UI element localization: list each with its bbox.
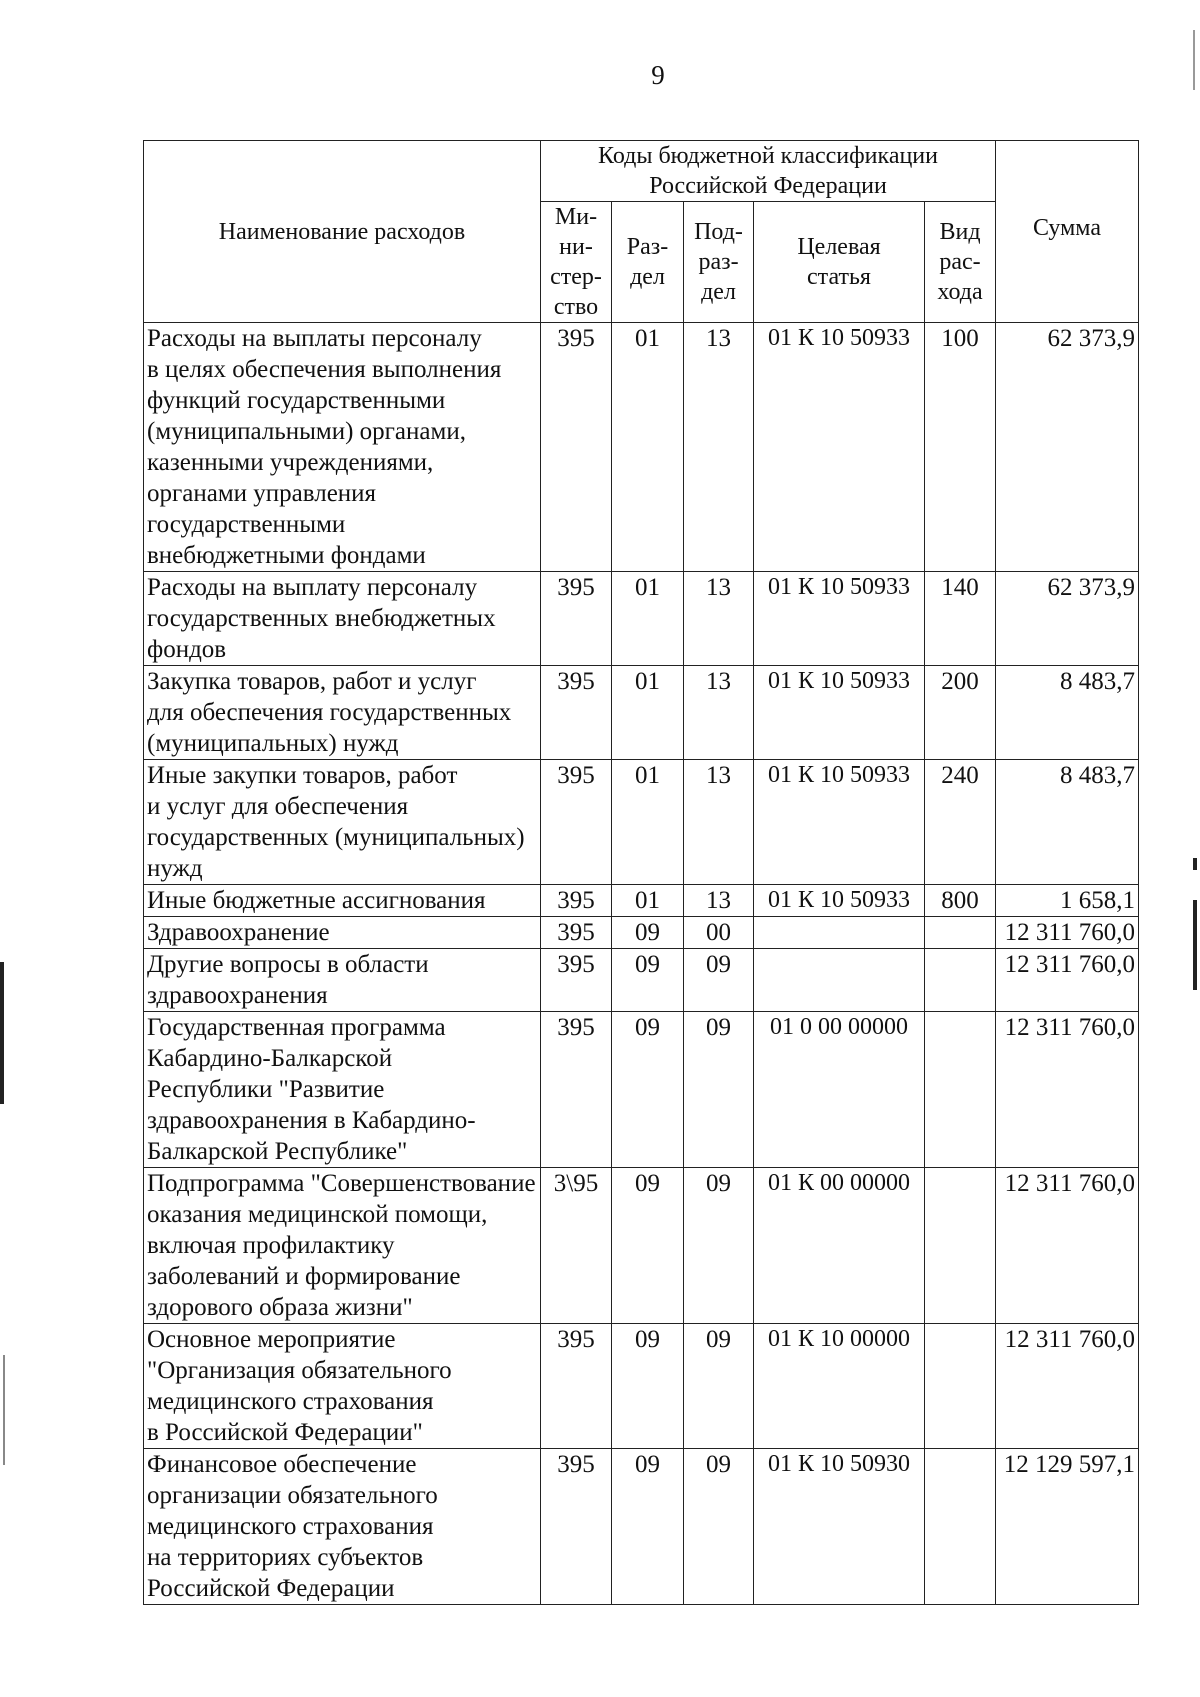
cell-sum: 12 311 760,0 xyxy=(996,1168,1139,1324)
cell-expense-type: 100 xyxy=(925,323,996,572)
header-section: Раз- дел xyxy=(612,202,684,323)
scan-edge-mark xyxy=(0,962,4,1104)
cell-name: Иные бюджетные ассигнования xyxy=(144,885,541,917)
cell-subsection: 09 xyxy=(684,949,754,1012)
cell-expense-type: 800 xyxy=(925,885,996,917)
cell-target: 01 К 00 00000 xyxy=(754,1168,925,1324)
scan-edge-mark xyxy=(1193,30,1195,90)
cell-expense-type xyxy=(925,1012,996,1168)
cell-name: Расходы на выплату персоналу государственных внебюджетных фондов xyxy=(144,572,541,666)
cell-name: Другие вопросы в области здравоохранения xyxy=(144,949,541,1012)
scan-edge-mark xyxy=(1193,900,1197,990)
cell-sum: 8 483,7 xyxy=(996,666,1139,760)
header-expense-type: Вид рас- хода xyxy=(925,202,996,323)
header-name: Наименование расходов xyxy=(144,141,541,323)
cell-expense-type: 240 xyxy=(925,760,996,885)
budget-table xyxy=(143,140,1139,1605)
cell-ministry: 395 xyxy=(541,917,612,949)
cell-subsection: 13 xyxy=(684,572,754,666)
cell-target: 01 К 10 50933 xyxy=(754,760,925,885)
cell-section: 01 xyxy=(612,572,684,666)
table-row xyxy=(144,949,1139,1012)
cell-section: 09 xyxy=(612,917,684,949)
cell-ministry: 395 xyxy=(541,1012,612,1168)
cell-sum: 62 373,9 xyxy=(996,323,1139,572)
cell-sum: 12 129 597,1 xyxy=(996,1449,1139,1605)
cell-subsection: 09 xyxy=(684,1168,754,1324)
cell-ministry: 395 xyxy=(541,949,612,1012)
cell-section: 09 xyxy=(612,1012,684,1168)
cell-name: Иные закупки товаров, работ и услуг для обеспечения государственных (муниципальных) нужд xyxy=(144,760,541,885)
cell-section: 01 xyxy=(612,666,684,760)
cell-expense-type: 140 xyxy=(925,572,996,666)
cell-sum: 8 483,7 xyxy=(996,760,1139,885)
cell-ministry: 395 xyxy=(541,760,612,885)
cell-ministry: 395 xyxy=(541,885,612,917)
table-row xyxy=(144,1012,1139,1168)
cell-name: Государственная программа Кабардино-Балкарской Республики "Развитие здравоохранения в Кабардино- Балкарской Республике" xyxy=(144,1012,541,1168)
cell-expense-type xyxy=(925,1449,996,1605)
header-codes-group: Коды бюджетной классификации Российской Федерации xyxy=(541,141,996,202)
table-row xyxy=(144,572,1139,666)
cell-target: 01 К 10 50933 xyxy=(754,323,925,572)
table-row xyxy=(144,1324,1139,1449)
cell-section: 09 xyxy=(612,1324,684,1449)
table-row xyxy=(144,1449,1139,1605)
cell-target: 01 К 10 50933 xyxy=(754,666,925,760)
cell-subsection: 13 xyxy=(684,760,754,885)
cell-sum: 62 373,9 xyxy=(996,572,1139,666)
table-row xyxy=(144,666,1139,760)
cell-ministry: 395 xyxy=(541,666,612,760)
cell-target: 01 К 10 50930 xyxy=(754,1449,925,1605)
cell-section: 09 xyxy=(612,949,684,1012)
cell-ministry: 395 xyxy=(541,1324,612,1449)
header-row-top xyxy=(144,141,1139,202)
cell-section: 09 xyxy=(612,1449,684,1605)
scan-edge-mark xyxy=(3,1355,5,1465)
cell-name: Финансовое обеспечение организации обязательного медицинского страхования на территориях субъектов Российской Федерации xyxy=(144,1449,541,1605)
cell-subsection: 00 xyxy=(684,917,754,949)
cell-name: Расходы на выплаты персоналу в целях обеспечения выполнения функций государственными (муниципальными) органами, казенными учреждениями, органами управления государственными внебюджетными фондами xyxy=(144,323,541,572)
cell-ministry: 3\95 xyxy=(541,1168,612,1324)
scan-edge-mark xyxy=(1193,858,1197,870)
cell-section: 01 xyxy=(612,760,684,885)
cell-expense-type xyxy=(925,1168,996,1324)
cell-expense-type xyxy=(925,949,996,1012)
cell-sum: 1 658,1 xyxy=(996,885,1139,917)
cell-name: Здравоохранение xyxy=(144,917,541,949)
cell-section: 09 xyxy=(612,1168,684,1324)
cell-target: 01 0 00 00000 xyxy=(754,1012,925,1168)
cell-expense-type xyxy=(925,1324,996,1449)
cell-name: Подпрограмма "Совершенствование оказания медицинской помощи, включая профилактику заболеваний и формирование здорового образа жизни" xyxy=(144,1168,541,1324)
cell-target xyxy=(754,949,925,1012)
cell-expense-type: 200 xyxy=(925,666,996,760)
cell-target xyxy=(754,917,925,949)
header-subsection: Под- раз- дел xyxy=(684,202,754,323)
cell-ministry: 395 xyxy=(541,323,612,572)
table-row xyxy=(144,885,1139,917)
cell-name: Основное мероприятие "Организация обязательного медицинского страхования в Российской Федерации" xyxy=(144,1324,541,1449)
cell-subsection: 13 xyxy=(684,323,754,572)
cell-sum: 12 311 760,0 xyxy=(996,917,1139,949)
cell-sum: 12 311 760,0 xyxy=(996,1324,1139,1449)
table-row xyxy=(144,1168,1139,1324)
cell-target: 01 К 10 50933 xyxy=(754,885,925,917)
table-row xyxy=(144,760,1139,885)
cell-subsection: 13 xyxy=(684,885,754,917)
header-target: Целевая статья xyxy=(754,202,925,323)
cell-name: Закупка товаров, работ и услуг для обеспечения государственных (муниципальных) нужд xyxy=(144,666,541,760)
cell-ministry: 395 xyxy=(541,572,612,666)
cell-subsection: 13 xyxy=(684,666,754,760)
header-ministry: Ми- ни- стер- ство xyxy=(541,202,612,323)
cell-expense-type xyxy=(925,917,996,949)
cell-subsection: 09 xyxy=(684,1012,754,1168)
cell-section: 01 xyxy=(612,885,684,917)
cell-sum: 12 311 760,0 xyxy=(996,1012,1139,1168)
cell-ministry: 395 xyxy=(541,1449,612,1605)
cell-subsection: 09 xyxy=(684,1324,754,1449)
table-row xyxy=(144,917,1139,949)
table-body xyxy=(144,323,1139,1605)
header-sum: Сумма xyxy=(996,141,1139,323)
cell-subsection: 09 xyxy=(684,1449,754,1605)
table-row xyxy=(144,323,1139,572)
cell-section: 01 xyxy=(612,323,684,572)
cell-target: 01 К 10 00000 xyxy=(754,1324,925,1449)
cell-target: 01 К 10 50933 xyxy=(754,572,925,666)
cell-sum: 12 311 760,0 xyxy=(996,949,1139,1012)
page-number: 9 xyxy=(651,60,665,90)
